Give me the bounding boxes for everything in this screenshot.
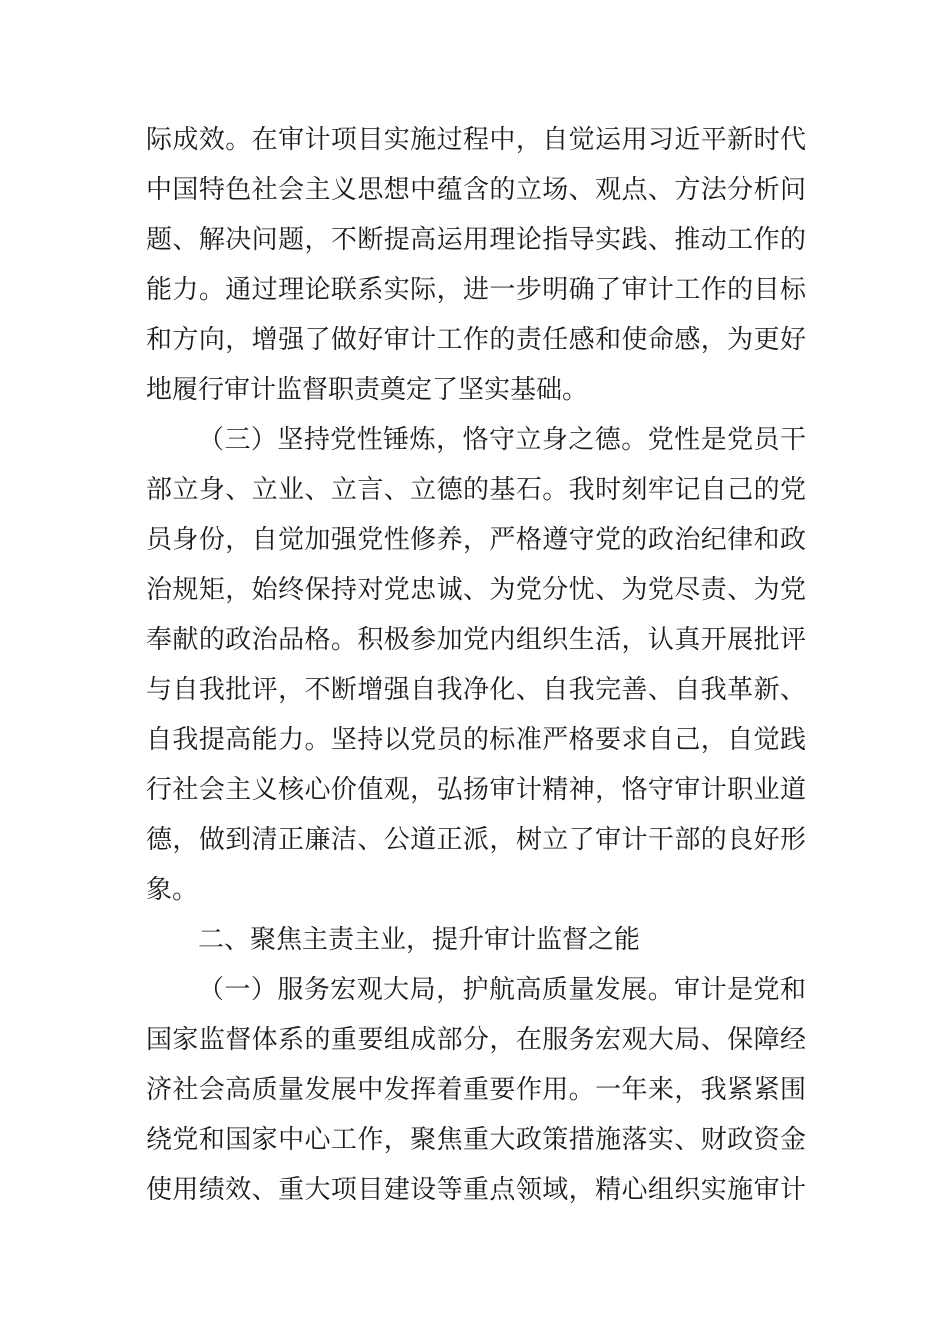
paragraph-line: 中国特色社会主义思想中蕴含的立场、观点、方法分析问 [146,175,806,205]
paragraph-line: 治规矩，始终保持对党忠诚、为党分忧、为党尽责、为党 [146,575,806,605]
paragraph-line: 济社会高质量发展中发挥着重要作用。一年来，我紧紧围 [146,1075,806,1105]
paragraph-line: 德，做到清正廉洁、公道正派，树立了审计干部的良好形 [146,825,806,855]
paragraph-line: 际成效。在审计项目实施过程中，自觉运用习近平新时代 [146,125,806,155]
paragraph-line: 奉献的政治品格。积极参加党内组织生活，认真开展批评 [146,625,806,655]
paragraph-line: 和方向，增强了做好审计工作的责任感和使命感，为更好 [146,325,806,355]
paragraph-line: 与自我批评，不断增强自我净化、自我完善、自我革新、 [146,675,806,705]
paragraph-line: 自我提高能力。坚持以党员的标准严格要求自己，自觉践 [146,725,806,755]
paragraph-line: 国家监督体系的重要组成部分，在服务宏观大局、保障经 [146,1025,806,1055]
section-heading: 二、聚焦主责主业，提升审计监督之能 [198,925,641,955]
subsection-heading-line: （三）坚持党性锤炼，恪守立身之德。党性是党员干 [198,425,806,455]
paragraph-line: 使用绩效、重大项目建设等重点领域，精心组织实施审计 [146,1175,806,1205]
paragraph-line: 部立身、立业、立言、立德的基石。我时刻牢记自己的党 [146,475,806,505]
paragraph-line: 绕党和国家中心工作，聚焦重大政策措施落实、财政资金 [146,1125,806,1155]
paragraph-line: 象。 [146,875,199,905]
paragraph-line: 地履行审计监督职责奠定了坚实基础。 [146,375,589,405]
paragraph-line: 能力。通过理论联系实际，进一步明确了审计工作的目标 [146,275,806,305]
paragraph-line: 行社会主义核心价值观，弘扬审计精神，恪守审计职业道 [146,775,806,805]
paragraph-line: 员身份，自觉加强党性修养，严格遵守党的政治纪律和政 [146,525,806,555]
paragraph-line: 题、解决问题，不断提高运用理论指导实践、推动工作的 [146,225,806,255]
subsection-heading-line: （一）服务宏观大局，护航高质量发展。审计是党和 [198,975,806,1005]
